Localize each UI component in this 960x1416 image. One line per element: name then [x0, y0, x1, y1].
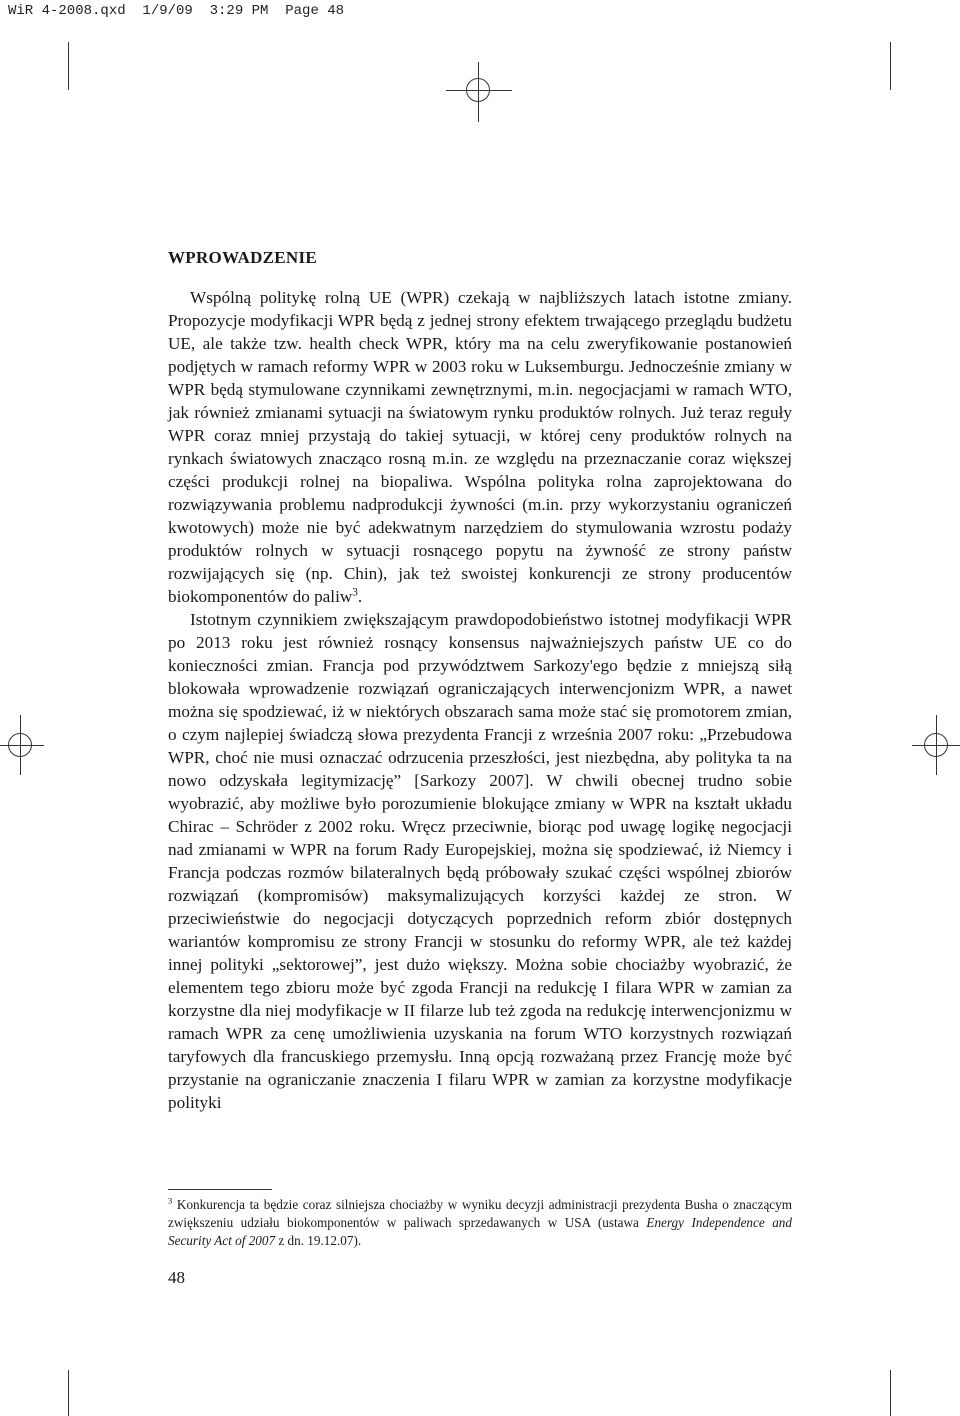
- footnote-number: 3: [168, 1195, 173, 1206]
- paragraph-2: [168, 608, 792, 1114]
- registration-mark-top-circle: [466, 78, 490, 102]
- footnote-divider: [168, 1189, 272, 1190]
- print-slug: WiR 4-2008.qxd 1/9/09 3:29 PM Page 48: [8, 3, 345, 19]
- body-text: [168, 286, 792, 1114]
- page-number: 48: [168, 1268, 185, 1287]
- crop-mark-top-right: [890, 42, 891, 90]
- footnote-act-title: Energy Independence and Security Act of 2007: [168, 1215, 792, 1248]
- crop-mark-top-left: [68, 42, 69, 90]
- section-heading: WPROWADZENIE: [168, 248, 318, 267]
- footnote: [168, 1196, 792, 1250]
- paragraph-1-tail: .: [357, 587, 363, 606]
- paragraph-2-text: Istotnym czynnikiem zwiększającym prawdopodobieństwo istotnej modyfikacji WPR po 2013 roku jest również rosnący konsensus najważniejszych państw UE co do konieczności zmian. Francja pod przywództwem Sarkozy'ego będzie z mniejszą siłą blokowała wprowadzenie rozwiązań ograniczających interwencjonizm WPR, a nawet można się spodziewać, iż w niektórych obszarach sama może stać się promotorem zmian, o czym najlepiej świadczą słowa prezydenta Francji z września 2007 roku: „Przebudowa WPR, choć nie musi oznaczać odrzucenia przeszłości, jest niezbędna, aby polityka ta na nowo odzyskała legitymizację” [Sarkozy 2007]. W chwili obecnej trudno sobie wyobrazić, aby możliwe było porozumienie blokujące zmiany w WPR na kształt układu Chirac – Schröder z 2002 roku. Wręcz przeciwnie, biorąc pod uwagę logikę negocjacji nad zmianami w WPR na forum Rady Europejskiej, można się spodziewać, iż Niemcy i Francja podczas rozmów bilateralnych będą próbowały szukać części wspólnej zbiorów rozwiązań (kompromisów) maksymalizujących korzyści każdej ze stron. W przeciwieństwie do negocjacji dotyczących poprzednich reform zbiór dostępnych wariantów kompromisu ze strony Francji w stosunku do reformy WPR, ale też każdej innej polityki „sektorowej”, jest dużo większy. Można sobie chociażby wyobrazić, że elementem tego zbioru może być zgoda Francji na redukcję I filara WPR w zamian za korzystne dla niej modyfikacje w II filarze lub też zgoda na redukcję interwencjonizmu w ramach WPR za cenę umożliwienia uzyskania na forum WTO korzystnych rozwiązań taryfowych dla francuskiego przemysłu. Inną opcją rozważaną przez Francję może być przystanie na ograniczanie znaczenia I filaru WPR w zamian za korzystne modyfikacje polityki: [168, 610, 792, 1112]
- registration-mark-left-circle: [8, 733, 32, 757]
- registration-mark-right-circle: [924, 733, 948, 757]
- paragraph-1-text: Wspólną politykę rolną UE (WPR) czekają w najbliższych latach istotne zmiany. Propozycje modyfikacji WPR będą z jednej strony efektem trwającego przeglądu budżetu UE, ale także tzw. health check WPR, który ma na celu zweryfikowanie postanowień podjętych w ramach reformy WPR w 2003 roku w Luksemburgu. Jednocześnie zmiany w WPR będą stymulowane czynnikami zewnętrznymi, m.in. negocjacjami w ramach WTO, jak również zmianami sytuacji na światowym rynku produktów rolnych. Już teraz reguły WPR coraz mniej przystają do takiej sytuacji, w której ceny produktów rolnych na rynkach światowych znacząco rosną m.in. ze względu na przeznaczanie coraz większej części produkcji rolnej na biopaliwa. Wspólna polityka rolna zaprojektowana do rozwiązywania problemu nadprodukcji żywności (m.in. przy wykorzystaniu ograniczeń kwotowych) może nie być adekwatnym narzędziem do stymulowania wzrostu podaży produktów rolnych w sytuacji rosnącego popytu na żywność ze strony państw rozwijających się (np. Chin), jak też swoistej konkurencji ze strony producentów biokomponentów do paliw: [168, 288, 792, 606]
- paragraph-1: [168, 286, 792, 608]
- footnote-reference[interactable]: 3: [352, 586, 358, 599]
- crop-mark-bottom-left: [68, 1370, 69, 1416]
- crop-mark-bottom-right: [890, 1370, 891, 1416]
- footnote-text-after: z dn. 19.12.07).: [275, 1233, 362, 1248]
- footnote-text-before: Konkurencja ta będzie coraz silniejsza chociażby w wyniku decyzji administracji prezydenta Busha o znaczącym zwiększeniu udziału biokomponentów w paliwach sprzedawanych w USA (ustawa: [168, 1197, 793, 1230]
